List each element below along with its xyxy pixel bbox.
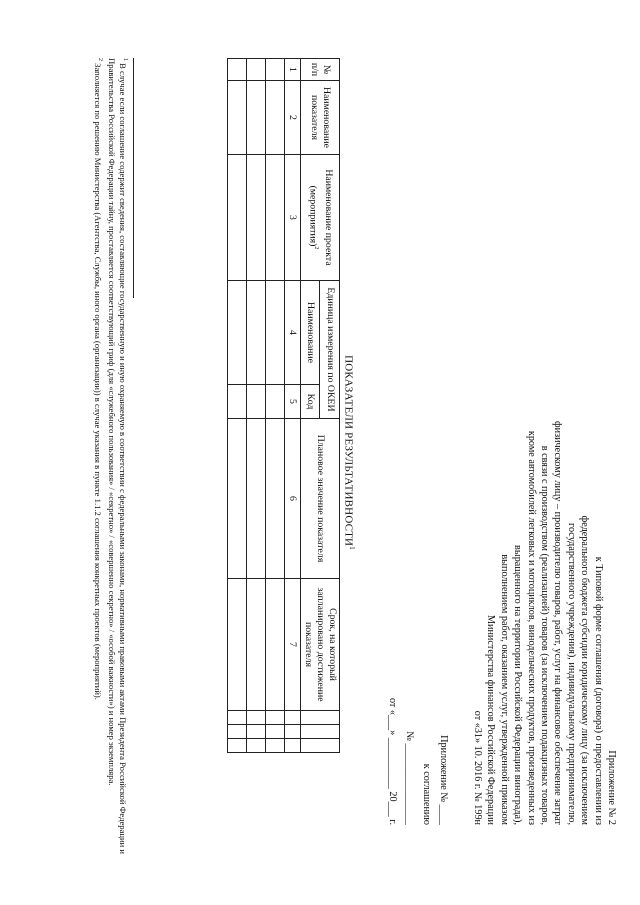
footnote-1-text: В случае если соглашение содержит сведения, составляющие государственную и иную охраняемую в соответствии с федеральными законами, нормативными правовыми актами Президента Российской Федерации и Правительства Российской Федерации тайну, проставляется соответствующий гриф (для «служебного пользования» / «секретно» / «совершенно секретно» / «особой важности») и номер экземпляра.: [106, 58, 129, 854]
header-order-date: от «31» 10. 2016 г. № 199н: [471, 710, 483, 825]
table-row: [266, 59, 285, 753]
footnote-divider: [133, 58, 134, 298]
table-cell[interactable]: [247, 385, 266, 419]
header-line: Приложение № 2: [606, 750, 617, 825]
table-cell[interactable]: [266, 281, 285, 385]
footnote-2-text: Заполняется по решению Министерства (Агентства, Службы, иного органа (организации)) в случае указания в пункте 1.1.2 соглашения конкретных проектов (мероприятий).: [93, 63, 104, 700]
col-header-unit: Единица измерения по ОКЕИ: [320, 281, 340, 419]
empty-cell: [228, 739, 247, 753]
column-number: 3: [285, 155, 301, 281]
attachment-agreement-label: к соглашению: [421, 763, 432, 825]
header-line: к Типовой форме соглашения (договора) о предоставлении из: [592, 556, 604, 825]
empty-cell: [228, 725, 247, 739]
footnotes: [92, 58, 134, 878]
agreement-date: от «___» __________ 20___ г.: [387, 697, 398, 825]
table-cell[interactable]: [228, 385, 247, 419]
footnote-2-mark: 2: [97, 58, 104, 61]
table-cell[interactable]: [266, 59, 285, 81]
footnote-2: [92, 58, 105, 878]
project-footnote-mark: 2: [312, 246, 319, 250]
table-cell[interactable]: [266, 155, 285, 281]
empty-column: [301, 739, 340, 753]
table-cell[interactable]: [266, 579, 285, 711]
column-number-row: [285, 59, 301, 753]
table-cell[interactable]: [228, 81, 247, 155]
appendix-header: [471, 395, 618, 825]
footnote-1-mark: 1: [122, 58, 128, 61]
table-cell[interactable]: [247, 419, 266, 579]
column-number: 4: [285, 281, 301, 385]
table-cell[interactable]: [266, 81, 285, 155]
table-cell[interactable]: [266, 419, 285, 579]
attachment-number: Приложение № ____: [438, 735, 449, 825]
col-header-project-text: Наименование проекта (мероприятия): [307, 169, 334, 266]
table-cell[interactable]: [228, 155, 247, 281]
header-line: государственного учреждения), индивидуальному предпринимателю,: [565, 523, 577, 825]
empty-cell: [266, 711, 285, 725]
footnote-1: [105, 58, 130, 878]
column-number: 6: [285, 419, 301, 579]
table-header-row: [320, 59, 340, 753]
empty-cell: [266, 725, 285, 739]
table-cell[interactable]: [228, 419, 247, 579]
column-number: 2: [285, 81, 301, 155]
page-title-text: ПОКАЗАТЕЛИ РЕЗУЛЬТАТИВНОСТИ: [342, 355, 355, 547]
empty-cell: [266, 739, 285, 753]
empty-cell: [247, 711, 266, 725]
empty-cell: [228, 711, 247, 725]
agreement-attachment-block: [384, 645, 452, 825]
table-row: [228, 59, 247, 753]
column-number: 5: [285, 385, 301, 419]
col-header-project: [301, 155, 340, 281]
empty-cell: [285, 711, 301, 725]
table-cell[interactable]: [247, 281, 266, 385]
header-line: федерального бюджета субсидии юридическому лицу (за исключением: [579, 515, 591, 825]
table-cell[interactable]: [228, 579, 247, 711]
col-header-unit-name: Наименование: [301, 281, 321, 385]
col-header-planned: Плановое значение показателя: [301, 419, 340, 579]
table-row: [247, 59, 266, 753]
col-header-unit-code: Код: [301, 385, 321, 419]
empty-cell: [285, 725, 301, 739]
title-footnote-mark: 1: [348, 546, 356, 550]
empty-column: [301, 725, 340, 739]
header-line: физическому лицу – производителю товаров, работ, услуг на финансовое обеспечение затрат: [552, 421, 564, 825]
header-line: в связи с производством (реализацией) товаров (за исключением подакцизных товаров,: [538, 445, 550, 825]
table-cell[interactable]: [247, 81, 266, 155]
header-line: выполнением работ, оказанием услуг, утвержденной приказом: [498, 554, 510, 825]
table-cell[interactable]: [266, 385, 285, 419]
table-cell[interactable]: [247, 579, 266, 711]
column-number: 7: [285, 579, 301, 711]
agreement-number: № ________________: [404, 731, 415, 825]
column-number: 1: [285, 59, 301, 81]
empty-cell: [285, 739, 301, 753]
col-header-indicator-name: Наименование показателя: [301, 81, 340, 155]
col-header-num: № п/п: [301, 59, 340, 81]
empty-column: [301, 711, 340, 725]
table-cell[interactable]: [247, 155, 266, 281]
page-title: [342, 0, 356, 905]
header-line: выращенного на территории Российской Федерации винограда),: [512, 545, 524, 825]
table-cell[interactable]: [228, 59, 247, 81]
table-cell[interactable]: [247, 59, 266, 81]
table-cell[interactable]: [228, 281, 247, 385]
empty-cell: [247, 725, 266, 739]
indicators-table: [227, 58, 340, 753]
header-line: кроме автомобилей легковых и мотоциклов, винодельческих продуктов, произведенных из: [525, 430, 537, 825]
header-line: Министерства финансов Российской Федерации: [485, 614, 497, 825]
col-header-deadline: Срок, на который запланировано достижение показателя: [301, 579, 340, 711]
empty-cell: [247, 739, 266, 753]
